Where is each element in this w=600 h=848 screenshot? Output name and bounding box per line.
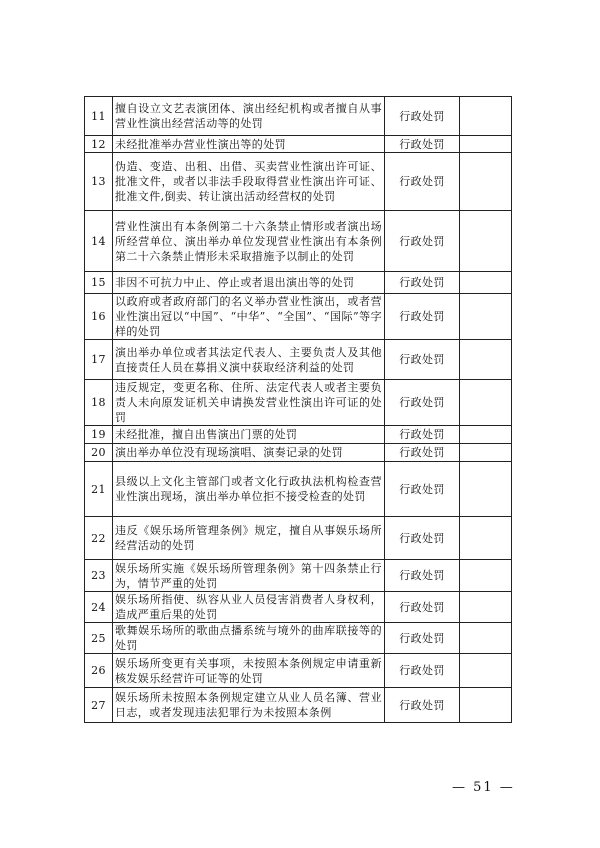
table-row (85, 272, 512, 294)
row-note (460, 592, 512, 623)
row-number: 13 (85, 153, 113, 211)
row-type: 行政处罚 (385, 211, 460, 272)
row-number: 14 (85, 211, 113, 272)
row-note (460, 688, 512, 723)
row-item: 以政府或者政府部门的名义举办营业性演出，或者营业性演出冠以“中国”、“中华”、“全国”、“国际”等字样的处罚 (113, 294, 385, 340)
row-number: 15 (85, 272, 113, 294)
table-row (85, 592, 512, 623)
row-note (460, 340, 512, 380)
row-number: 23 (85, 560, 113, 592)
table-row (85, 517, 512, 560)
page-number: — 51 — (452, 780, 515, 795)
row-type: 行政处罚 (385, 380, 460, 426)
row-type: 行政处罚 (385, 272, 460, 294)
row-type: 行政处罚 (385, 426, 460, 444)
row-note (460, 444, 512, 462)
row-item: 娱乐场所实施《娱乐场所管理条例》第十四条禁止行为，情节严重的处罚 (113, 560, 385, 592)
row-number: 22 (85, 517, 113, 560)
row-type: 行政处罚 (385, 462, 460, 517)
row-type: 行政处罚 (385, 517, 460, 560)
row-type: 行政处罚 (385, 444, 460, 462)
row-item: 伪造、变造、出租、出借、买卖营业性演出许可证、批准文件，或者以非法手段取得营业性演出许可证、批准文件,倒卖、转让演出活动经营权的处罚 (113, 153, 385, 211)
row-number: 27 (85, 688, 113, 723)
row-note (460, 294, 512, 340)
row-number: 24 (85, 592, 113, 623)
row-item: 未经批准，擅自出售演出门票的处罚 (113, 426, 385, 444)
row-note (460, 153, 512, 211)
row-note (460, 426, 512, 444)
row-number: 20 (85, 444, 113, 462)
table-row (85, 462, 512, 517)
row-item: 娱乐场所指使、纵容从业人员侵害消费者人身权利，造成严重后果的处罚 (113, 592, 385, 623)
row-note (460, 211, 512, 272)
row-item: 营业性演出有本条例第二十六条禁止情形或者演出场所经营单位、演出举办单位发现营业性演出有本条例第二十六条禁止情形未采取措施予以制止的处罚 (113, 211, 385, 272)
row-item: 擅自设立文艺表演团体、演出经纪机构或者擅自从事营业性演出经营活动等的处罚 (113, 97, 385, 136)
row-item: 非因不可抗力中止、停止或者退出演出等的处罚 (113, 272, 385, 294)
table-row (85, 153, 512, 211)
row-note (460, 517, 512, 560)
row-type: 行政处罚 (385, 688, 460, 723)
row-note (460, 380, 512, 426)
table-row (85, 426, 512, 444)
row-type: 行政处罚 (385, 623, 460, 654)
row-note (460, 97, 512, 136)
table-row (85, 136, 512, 153)
row-item: 娱乐场所变更有关事项，未按照本条例规定申请重新核发娱乐经营许可证等的处罚 (113, 654, 385, 688)
row-number: 25 (85, 623, 113, 654)
table-row (85, 380, 512, 426)
table-row (85, 340, 512, 380)
row-item: 娱乐场所未按照本条例规定建立从业人员名簿、营业日志，或者发现违法犯罪行为未按照本条例 (113, 688, 385, 723)
row-item: 县级以上文化主管部门或者文化行政执法机构检查营业性演出现场，演出举办单位拒不接受检查的处罚 (113, 462, 385, 517)
table-row (85, 211, 512, 272)
table-row (85, 654, 512, 688)
row-type: 行政处罚 (385, 136, 460, 153)
row-number: 12 (85, 136, 113, 153)
row-number: 17 (85, 340, 113, 380)
row-item: 违反《娱乐场所管理条例》规定，擅自从事娱乐场所经营活动的处罚 (113, 517, 385, 560)
row-type: 行政处罚 (385, 654, 460, 688)
row-type: 行政处罚 (385, 592, 460, 623)
row-number: 11 (85, 97, 113, 136)
row-type: 行政处罚 (385, 560, 460, 592)
row-number: 21 (85, 462, 113, 517)
row-note (460, 654, 512, 688)
table-row (85, 623, 512, 654)
row-number: 16 (85, 294, 113, 340)
row-item: 演出举办单位没有现场演唱、演奏记录的处罚 (113, 444, 385, 462)
items-table (84, 96, 512, 723)
table-row (85, 97, 512, 136)
table-row (85, 688, 512, 723)
row-note (460, 136, 512, 153)
table-row (85, 560, 512, 592)
table-row (85, 444, 512, 462)
row-note (460, 272, 512, 294)
row-number: 19 (85, 426, 113, 444)
row-type: 行政处罚 (385, 97, 460, 136)
row-type: 行政处罚 (385, 153, 460, 211)
row-note (460, 623, 512, 654)
row-item: 演出举办单位或者其法定代表人、主要负责人及其他直接责任人员在募捐义演中获取经济利益的处罚 (113, 340, 385, 380)
row-note (460, 462, 512, 517)
row-number: 26 (85, 654, 113, 688)
row-item: 未经批准举办营业性演出等的处罚 (113, 136, 385, 153)
table-row (85, 294, 512, 340)
row-note (460, 560, 512, 592)
row-type: 行政处罚 (385, 340, 460, 380)
row-item: 违反规定，变更名称、住所、法定代表人或者主要负责人未向原发证机关申请换发营业性演出许可证的处罚 (113, 380, 385, 426)
row-number: 18 (85, 380, 113, 426)
row-type: 行政处罚 (385, 294, 460, 340)
row-item: 歌舞娱乐场所的歌曲点播系统与境外的曲库联接等的处罚 (113, 623, 385, 654)
